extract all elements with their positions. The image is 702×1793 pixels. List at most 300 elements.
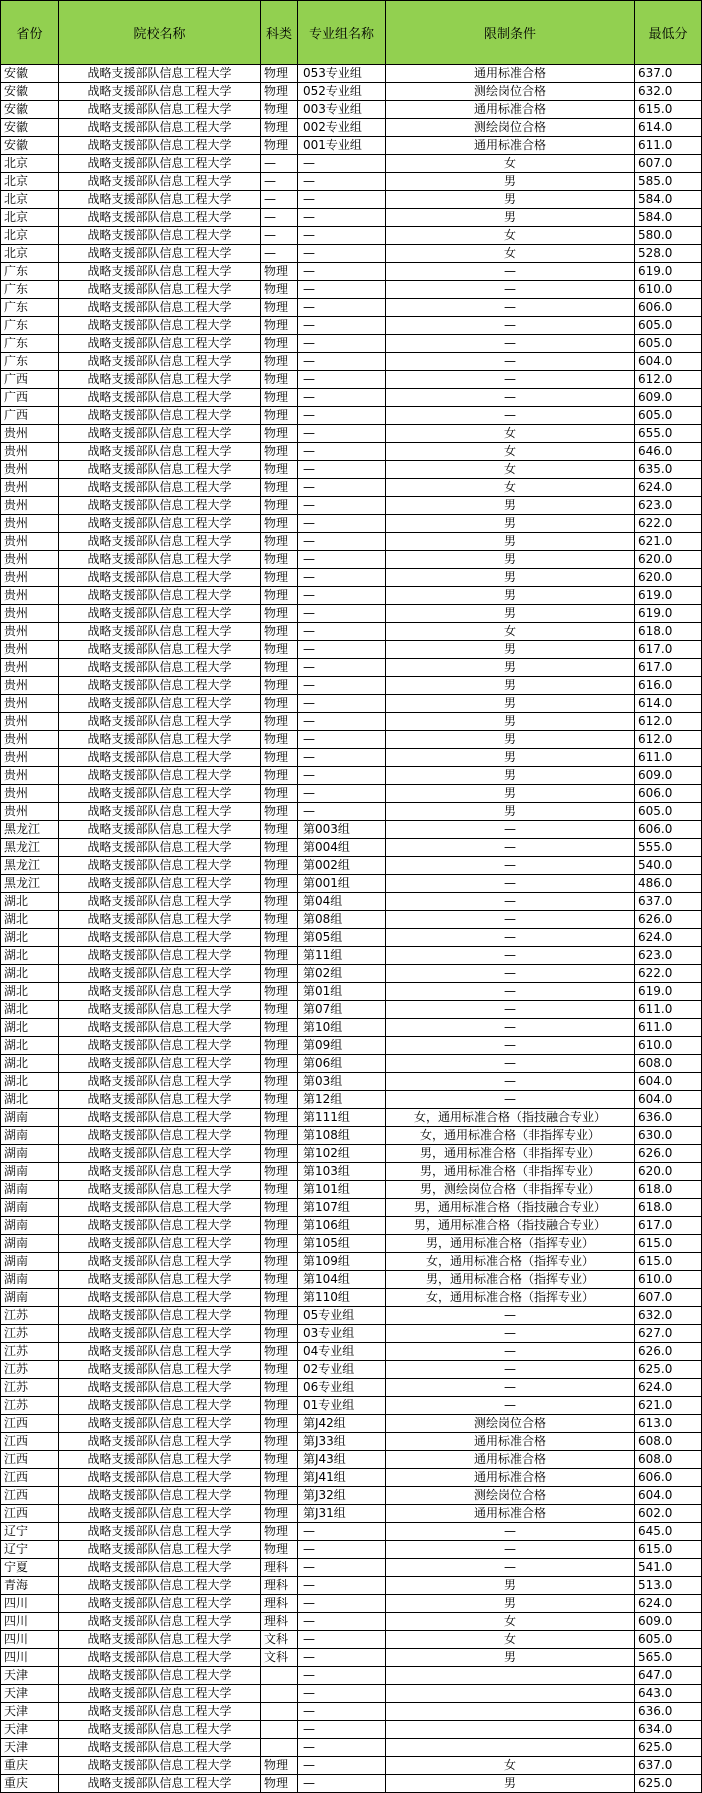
major-group-cell: — [298, 1685, 386, 1703]
restriction-cell: — [386, 263, 635, 281]
min-score-cell: 621.0 [635, 533, 702, 551]
subject-type-cell: — [261, 227, 298, 245]
min-score-cell: 632.0 [635, 1307, 702, 1325]
subject-type-cell: 物理 [261, 1181, 298, 1199]
major-group-cell: — [298, 209, 386, 227]
table-row [1, 1271, 702, 1289]
province-cell: 贵州 [1, 479, 59, 497]
school-name-cell: 战略支援部队信息工程大学 [59, 785, 261, 803]
province-cell: 湖南 [1, 1235, 59, 1253]
school-name-cell: 战略支援部队信息工程大学 [59, 1631, 261, 1649]
min-score-cell: 616.0 [635, 677, 702, 695]
table-row [1, 353, 702, 371]
table-row [1, 1541, 702, 1559]
province-cell: 天津 [1, 1703, 59, 1721]
school-name-cell: 战略支援部队信息工程大学 [59, 191, 261, 209]
subject-type-cell: 物理 [261, 1415, 298, 1433]
min-score-cell: 605.0 [635, 1631, 702, 1649]
school-name-cell: 战略支援部队信息工程大学 [59, 1667, 261, 1685]
province-cell: 江西 [1, 1451, 59, 1469]
province-cell: 湖北 [1, 1073, 59, 1091]
min-score-cell: 608.0 [635, 1433, 702, 1451]
subject-type-cell: 物理 [261, 1343, 298, 1361]
restriction-cell: 男 [386, 515, 635, 533]
subject-type-cell: 文科 [261, 1631, 298, 1649]
table-row [1, 767, 702, 785]
major-group-cell: 052专业组 [298, 83, 386, 101]
major-group-cell: — [298, 1649, 386, 1667]
restriction-cell: 男 [386, 785, 635, 803]
subject-type-cell: 物理 [261, 119, 298, 137]
province-cell: 宁夏 [1, 1559, 59, 1577]
table-row [1, 1649, 702, 1667]
table-row [1, 911, 702, 929]
min-score-cell: 612.0 [635, 371, 702, 389]
subject-type-cell [261, 1703, 298, 1721]
school-name-cell: 战略支援部队信息工程大学 [59, 713, 261, 731]
table-row [1, 335, 702, 353]
restriction-cell: 男 [386, 587, 635, 605]
min-score-cell: 584.0 [635, 209, 702, 227]
restriction-cell: 女 [386, 425, 635, 443]
province-cell: 贵州 [1, 713, 59, 731]
school-name-cell: 战略支援部队信息工程大学 [59, 209, 261, 227]
school-name-cell: 战略支援部队信息工程大学 [59, 1379, 261, 1397]
major-group-cell: — [298, 1631, 386, 1649]
table-row [1, 65, 702, 83]
school-name-cell: 战略支援部队信息工程大学 [59, 101, 261, 119]
province-cell: 贵州 [1, 425, 59, 443]
province-cell: 湖南 [1, 1181, 59, 1199]
restriction-cell: — [386, 1343, 635, 1361]
major-group-cell: — [298, 407, 386, 425]
school-name-cell: 战略支援部队信息工程大学 [59, 317, 261, 335]
min-score-cell: 624.0 [635, 479, 702, 497]
major-group-cell: — [298, 479, 386, 497]
school-name-cell: 战略支援部队信息工程大学 [59, 1505, 261, 1523]
table-row [1, 209, 702, 227]
table-row [1, 101, 702, 119]
restriction-cell: 男 [386, 1595, 635, 1613]
table-row [1, 1685, 702, 1703]
restriction-cell: 男 [386, 551, 635, 569]
school-name-cell: 战略支援部队信息工程大学 [59, 1145, 261, 1163]
restriction-cell [386, 1703, 635, 1721]
province-cell: 贵州 [1, 695, 59, 713]
province-cell: 贵州 [1, 767, 59, 785]
restriction-cell: — [386, 299, 635, 317]
restriction-cell [386, 1721, 635, 1739]
major-group-cell: — [298, 587, 386, 605]
min-score-cell: 612.0 [635, 713, 702, 731]
min-score-cell: 615.0 [635, 1541, 702, 1559]
min-score-cell: 607.0 [635, 1289, 702, 1307]
major-group-cell: 第003组 [298, 821, 386, 839]
province-cell: 湖南 [1, 1163, 59, 1181]
min-score-cell: 513.0 [635, 1577, 702, 1595]
major-group-cell: — [298, 749, 386, 767]
min-score-cell: 613.0 [635, 1415, 702, 1433]
subject-type-cell: 物理 [261, 569, 298, 587]
restriction-cell: 男 [386, 1649, 635, 1667]
restriction-cell: 男 [386, 533, 635, 551]
min-score-cell: 606.0 [635, 821, 702, 839]
school-name-cell: 战略支援部队信息工程大学 [59, 227, 261, 245]
subject-type-cell: 物理 [261, 695, 298, 713]
school-name-cell: 战略支援部队信息工程大学 [59, 1271, 261, 1289]
restriction-cell: — [386, 389, 635, 407]
restriction-cell: — [386, 1037, 635, 1055]
province-cell: 贵州 [1, 749, 59, 767]
subject-type-cell: 物理 [261, 1289, 298, 1307]
school-name-cell: 战略支援部队信息工程大学 [59, 173, 261, 191]
min-score-cell: 610.0 [635, 1037, 702, 1055]
min-score-cell: 584.0 [635, 191, 702, 209]
province-cell: 四川 [1, 1595, 59, 1613]
school-name-cell: 战略支援部队信息工程大学 [59, 875, 261, 893]
subject-type-cell: 物理 [261, 821, 298, 839]
major-group-cell: 第110组 [298, 1289, 386, 1307]
school-name-cell: 战略支援部队信息工程大学 [59, 1487, 261, 1505]
province-cell: 重庆 [1, 1775, 59, 1793]
province-cell: 湖南 [1, 1271, 59, 1289]
subject-type-cell: 物理 [261, 803, 298, 821]
school-name-cell: 战略支援部队信息工程大学 [59, 515, 261, 533]
province-cell: 江苏 [1, 1397, 59, 1415]
min-score-cell: 605.0 [635, 335, 702, 353]
province-cell: 贵州 [1, 641, 59, 659]
subject-type-cell: 物理 [261, 623, 298, 641]
school-name-cell: 战略支援部队信息工程大学 [59, 1523, 261, 1541]
major-group-cell: — [298, 1667, 386, 1685]
school-name-cell: 战略支援部队信息工程大学 [59, 281, 261, 299]
table-row [1, 713, 702, 731]
school-name-cell: 战略支援部队信息工程大学 [59, 443, 261, 461]
table-row [1, 659, 702, 677]
major-group-cell: 第J32组 [298, 1487, 386, 1505]
major-group-cell: — [298, 317, 386, 335]
table-row [1, 533, 702, 551]
school-name-cell: 战略支援部队信息工程大学 [59, 1343, 261, 1361]
province-cell: 广西 [1, 407, 59, 425]
min-score-cell: 619.0 [635, 983, 702, 1001]
table-row [1, 785, 702, 803]
province-cell: 湖南 [1, 1199, 59, 1217]
major-group-cell: 第001组 [298, 875, 386, 893]
province-cell: 安徽 [1, 101, 59, 119]
major-group-cell: 第07组 [298, 1001, 386, 1019]
restriction-cell: 男 [386, 497, 635, 515]
school-name-cell: 战略支援部队信息工程大学 [59, 1073, 261, 1091]
restriction-cell: 女，通用标准合格（指挥专业） [386, 1289, 635, 1307]
min-score-cell: 565.0 [635, 1649, 702, 1667]
min-score-cell: 637.0 [635, 893, 702, 911]
school-name-cell: 战略支援部队信息工程大学 [59, 677, 261, 695]
major-group-cell: 第J42组 [298, 1415, 386, 1433]
table-row [1, 515, 702, 533]
restriction-cell: 通用标准合格 [386, 1451, 635, 1469]
province-cell: 北京 [1, 227, 59, 245]
min-score-cell: 634.0 [635, 1721, 702, 1739]
school-name-cell: 战略支援部队信息工程大学 [59, 245, 261, 263]
major-group-cell: — [298, 1739, 386, 1757]
major-group-cell: — [298, 677, 386, 695]
table-row [1, 443, 702, 461]
table-row [1, 191, 702, 209]
province-cell: 贵州 [1, 497, 59, 515]
province-cell: 湖北 [1, 1091, 59, 1109]
major-group-cell: — [298, 713, 386, 731]
school-name-cell: 战略支援部队信息工程大学 [59, 1721, 261, 1739]
min-score-cell: 606.0 [635, 299, 702, 317]
school-name-cell: 战略支援部队信息工程大学 [59, 1253, 261, 1271]
major-group-cell: — [298, 1721, 386, 1739]
header-school-name: 院校名称 [59, 1, 261, 65]
table-row [1, 1433, 702, 1451]
major-group-cell: — [298, 605, 386, 623]
restriction-cell: — [386, 893, 635, 911]
subject-type-cell: 物理 [261, 1775, 298, 1793]
province-cell: 广东 [1, 353, 59, 371]
table-row [1, 1109, 702, 1127]
restriction-cell: 男，通用标准合格（非指挥专业） [386, 1163, 635, 1181]
subject-type-cell: 文科 [261, 1649, 298, 1667]
province-cell: 湖南 [1, 1253, 59, 1271]
province-cell: 重庆 [1, 1757, 59, 1775]
major-group-cell: — [298, 281, 386, 299]
major-group-cell: — [298, 1775, 386, 1793]
province-cell: 贵州 [1, 551, 59, 569]
subject-type-cell: 物理 [261, 1487, 298, 1505]
province-cell: 贵州 [1, 623, 59, 641]
min-score-cell: 605.0 [635, 317, 702, 335]
major-group-cell: 第107组 [298, 1199, 386, 1217]
major-group-cell: 05专业组 [298, 1307, 386, 1325]
min-score-cell: 617.0 [635, 641, 702, 659]
school-name-cell: 战略支援部队信息工程大学 [59, 929, 261, 947]
school-name-cell: 战略支援部队信息工程大学 [59, 1037, 261, 1055]
school-name-cell: 战略支援部队信息工程大学 [59, 551, 261, 569]
subject-type-cell: 物理 [261, 1091, 298, 1109]
school-name-cell: 战略支援部队信息工程大学 [59, 1217, 261, 1235]
restriction-cell: — [386, 947, 635, 965]
major-group-cell: 第01组 [298, 983, 386, 1001]
restriction-cell: 女 [386, 443, 635, 461]
major-group-cell: — [298, 803, 386, 821]
major-group-cell: — [298, 1577, 386, 1595]
min-score-cell: 528.0 [635, 245, 702, 263]
restriction-cell: 女 [386, 1757, 635, 1775]
restriction-cell: 女，通用标准合格（非指挥专业） [386, 1127, 635, 1145]
table-row [1, 587, 702, 605]
major-group-cell: — [298, 353, 386, 371]
min-score-cell: 643.0 [635, 1685, 702, 1703]
major-group-cell: — [298, 335, 386, 353]
min-score-cell: 624.0 [635, 1379, 702, 1397]
school-name-cell: 战略支援部队信息工程大学 [59, 983, 261, 1001]
table-row [1, 119, 702, 137]
restriction-cell: 男 [386, 605, 635, 623]
subject-type-cell: 理科 [261, 1613, 298, 1631]
restriction-cell: 男 [386, 209, 635, 227]
school-name-cell: 战略支援部队信息工程大学 [59, 335, 261, 353]
subject-type-cell: 物理 [261, 587, 298, 605]
table-row [1, 1667, 702, 1685]
table-row [1, 1073, 702, 1091]
province-cell: 广西 [1, 389, 59, 407]
table-row [1, 983, 702, 1001]
subject-type-cell: 物理 [261, 605, 298, 623]
province-cell: 江苏 [1, 1379, 59, 1397]
province-cell: 北京 [1, 155, 59, 173]
province-cell: 江苏 [1, 1361, 59, 1379]
school-name-cell: 战略支援部队信息工程大学 [59, 605, 261, 623]
subject-type-cell [261, 1721, 298, 1739]
province-cell: 天津 [1, 1721, 59, 1739]
restriction-cell: 女 [386, 623, 635, 641]
major-group-cell: — [298, 659, 386, 677]
subject-type-cell: 物理 [261, 1361, 298, 1379]
province-cell: 湖南 [1, 1289, 59, 1307]
table-row [1, 569, 702, 587]
table-row [1, 731, 702, 749]
major-group-cell: — [298, 1757, 386, 1775]
major-group-cell: — [298, 263, 386, 281]
school-name-cell: 战略支援部队信息工程大学 [59, 569, 261, 587]
school-name-cell: 战略支援部队信息工程大学 [59, 353, 261, 371]
min-score-cell: 614.0 [635, 695, 702, 713]
table-row [1, 1001, 702, 1019]
min-score-cell: 632.0 [635, 83, 702, 101]
table-row [1, 1775, 702, 1793]
restriction-cell: — [386, 1379, 635, 1397]
province-cell: 江苏 [1, 1307, 59, 1325]
header-restriction: 限制条件 [386, 1, 635, 65]
school-name-cell: 战略支援部队信息工程大学 [59, 1361, 261, 1379]
school-name-cell: 战略支援部队信息工程大学 [59, 749, 261, 767]
min-score-cell: 585.0 [635, 173, 702, 191]
table-row [1, 425, 702, 443]
province-cell: 贵州 [1, 677, 59, 695]
subject-type-cell: 物理 [261, 515, 298, 533]
school-name-cell: 战略支援部队信息工程大学 [59, 1595, 261, 1613]
major-group-cell: 001专业组 [298, 137, 386, 155]
subject-type-cell: 物理 [261, 713, 298, 731]
restriction-cell: 男 [386, 659, 635, 677]
province-cell: 湖北 [1, 1055, 59, 1073]
province-cell: 江苏 [1, 1325, 59, 1343]
major-group-cell: — [298, 461, 386, 479]
min-score-cell: 610.0 [635, 281, 702, 299]
restriction-cell: — [386, 1055, 635, 1073]
restriction-cell: 男 [386, 191, 635, 209]
school-name-cell: 战略支援部队信息工程大学 [59, 1559, 261, 1577]
min-score-cell: 615.0 [635, 101, 702, 119]
table-row [1, 407, 702, 425]
major-group-cell: 第J31组 [298, 1505, 386, 1523]
major-group-cell: 第111组 [298, 1109, 386, 1127]
table-row [1, 1343, 702, 1361]
restriction-cell: 男，通用标准合格（指挥专业） [386, 1235, 635, 1253]
min-score-cell: 623.0 [635, 947, 702, 965]
min-score-cell: 621.0 [635, 1397, 702, 1415]
major-group-cell: — [298, 191, 386, 209]
province-cell: 青海 [1, 1577, 59, 1595]
table-row [1, 1757, 702, 1775]
major-group-cell: — [298, 533, 386, 551]
table-row [1, 173, 702, 191]
restriction-cell: 测绘岗位合格 [386, 1415, 635, 1433]
province-cell: 天津 [1, 1667, 59, 1685]
province-cell: 广东 [1, 317, 59, 335]
restriction-cell: 男 [386, 1577, 635, 1595]
restriction-cell: 女，通用标准合格（指挥专业） [386, 1253, 635, 1271]
restriction-cell: 男 [386, 641, 635, 659]
province-cell: 辽宁 [1, 1541, 59, 1559]
province-cell: 安徽 [1, 119, 59, 137]
subject-type-cell: 物理 [261, 65, 298, 83]
major-group-cell: — [298, 173, 386, 191]
school-name-cell: 战略支援部队信息工程大学 [59, 1199, 261, 1217]
province-cell: 四川 [1, 1631, 59, 1649]
province-cell: 湖北 [1, 893, 59, 911]
province-cell: 湖北 [1, 965, 59, 983]
restriction-cell: 男 [386, 803, 635, 821]
table-row [1, 749, 702, 767]
restriction-cell: 测绘岗位合格 [386, 1487, 635, 1505]
min-score-cell: 541.0 [635, 1559, 702, 1577]
min-score-cell: 655.0 [635, 425, 702, 443]
min-score-cell: 637.0 [635, 1757, 702, 1775]
province-cell: 黑龙江 [1, 821, 59, 839]
restriction-cell: — [386, 1523, 635, 1541]
province-cell: 广东 [1, 335, 59, 353]
table-row [1, 1703, 702, 1721]
restriction-cell: — [386, 1001, 635, 1019]
min-score-cell: 619.0 [635, 587, 702, 605]
province-cell: 广东 [1, 299, 59, 317]
major-group-cell: — [298, 569, 386, 587]
restriction-cell: — [386, 839, 635, 857]
major-group-cell: — [298, 641, 386, 659]
school-name-cell: 战略支援部队信息工程大学 [59, 1397, 261, 1415]
table-row [1, 1523, 702, 1541]
major-group-cell: 04专业组 [298, 1343, 386, 1361]
restriction-cell: 男，通用标准合格（非指挥专业） [386, 1145, 635, 1163]
subject-type-cell: 物理 [261, 137, 298, 155]
subject-type-cell: 物理 [261, 371, 298, 389]
subject-type-cell: 物理 [261, 929, 298, 947]
subject-type-cell: 物理 [261, 353, 298, 371]
major-group-cell: 第002组 [298, 857, 386, 875]
school-name-cell: 战略支援部队信息工程大学 [59, 407, 261, 425]
province-cell: 贵州 [1, 731, 59, 749]
province-cell: 贵州 [1, 785, 59, 803]
subject-type-cell: 物理 [261, 1757, 298, 1775]
table-row [1, 1595, 702, 1613]
province-cell: 湖北 [1, 1019, 59, 1037]
province-cell: 安徽 [1, 65, 59, 83]
subject-type-cell: 物理 [261, 893, 298, 911]
subject-type-cell: — [261, 155, 298, 173]
min-score-cell: 580.0 [635, 227, 702, 245]
school-name-cell: 战略支援部队信息工程大学 [59, 299, 261, 317]
school-name-cell: 战略支援部队信息工程大学 [59, 767, 261, 785]
subject-type-cell: — [261, 173, 298, 191]
subject-type-cell: 物理 [261, 947, 298, 965]
table-body [1, 65, 702, 1793]
min-score-cell: 636.0 [635, 1109, 702, 1127]
